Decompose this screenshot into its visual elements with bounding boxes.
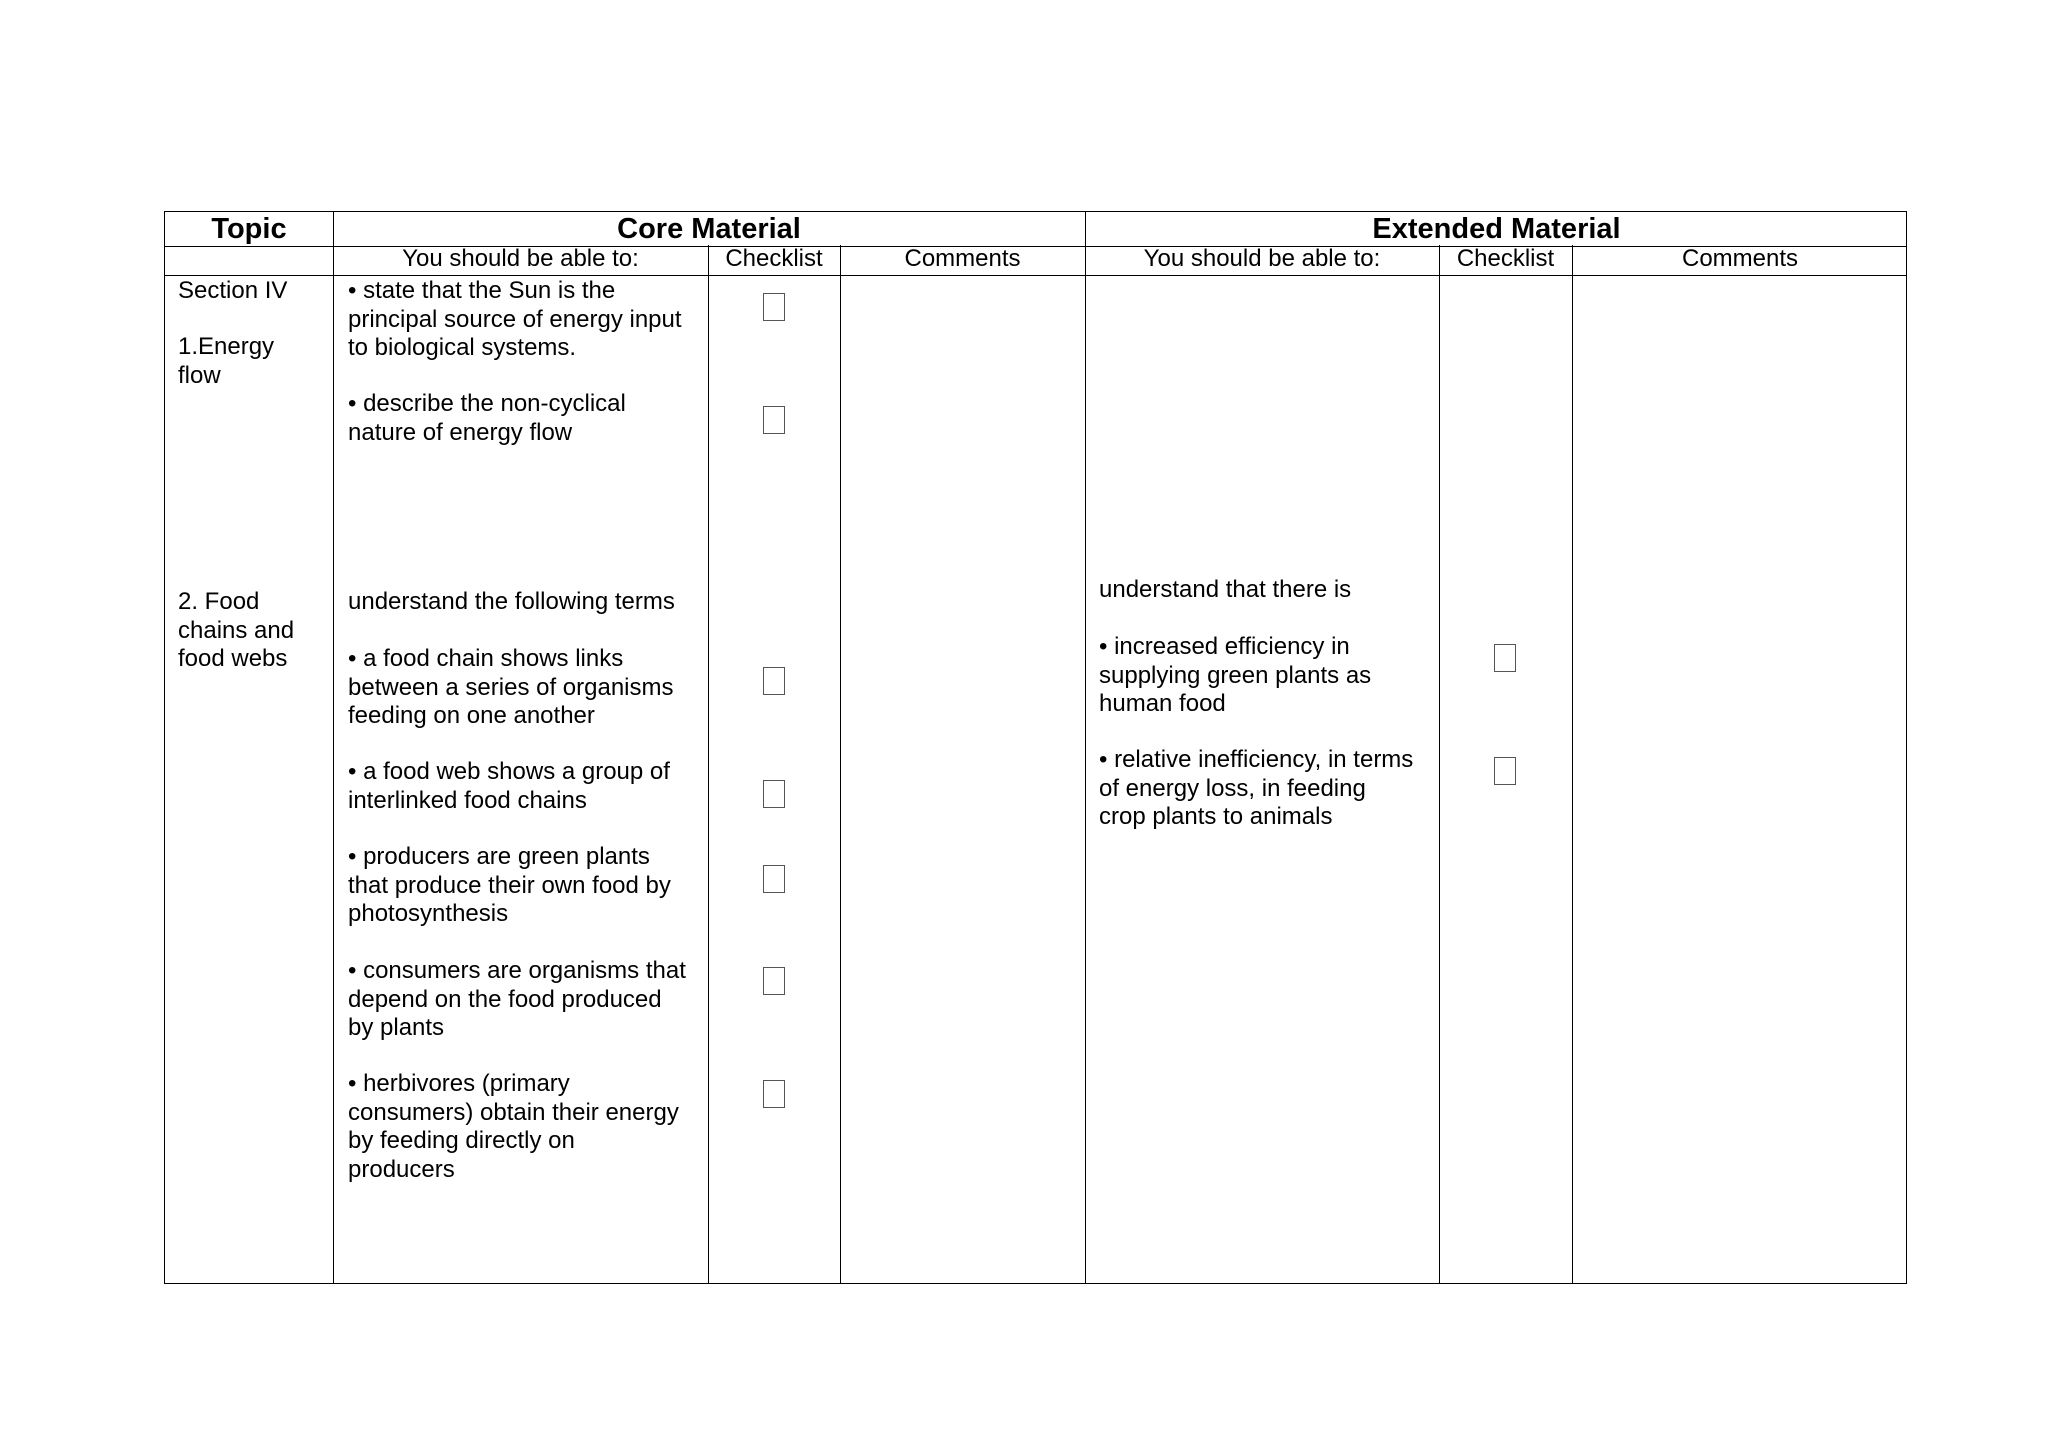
topic-section: Section IV [178, 277, 288, 304]
core-material-header: Core Material [617, 213, 801, 245]
extended-checkbox-inefficiency[interactable] [1494, 757, 1516, 785]
checklist-table [164, 211, 1907, 1284]
extended-intro: understand that there is [1099, 576, 1352, 603]
core-objective-noncyclical: • describe the non-cyclical nature of energy flow [348, 390, 626, 446]
extended-objective-efficiency: • increased efficiency in supplying green plants as human food [1099, 633, 1372, 717]
extended-comments-header: Comments [1681, 245, 1799, 272]
core-objective-food-chain: • a food chain shows links between a series of organisms feeding on one another [348, 645, 674, 729]
core-checkbox-producers[interactable] [763, 865, 785, 893]
column-divider [708, 245, 709, 1283]
core-checkbox-herbivores[interactable] [763, 1080, 785, 1108]
extended-able-header: You should be able to: [1143, 245, 1381, 272]
column-divider [1085, 212, 1086, 1283]
topic-header: Topic [211, 213, 287, 245]
core-checkbox-sun[interactable] [763, 293, 785, 321]
header-divider [165, 275, 1906, 276]
column-divider [333, 212, 334, 1283]
topic-food-chains: 2. Food chains and food webs [178, 588, 295, 672]
column-divider [840, 245, 841, 1283]
core-able-header: You should be able to: [402, 245, 639, 272]
core-checkbox-food-chain[interactable] [763, 667, 785, 695]
extended-objective-inefficiency: • relative inefficiency, in terms of energy loss, in feeding crop plants to animals [1099, 746, 1414, 830]
core-terms-intro: understand the following terms [348, 588, 675, 615]
core-objective-herbivores: • herbivores (primary consumers) obtain their energy by feeding directly on producers [348, 1070, 679, 1183]
core-checkbox-consumers[interactable] [763, 967, 785, 995]
core-checkbox-noncyclical[interactable] [763, 406, 785, 434]
column-divider [1439, 245, 1440, 1283]
extended-checkbox-efficiency[interactable] [1494, 644, 1516, 672]
topic-energy-flow: 1.Energy flow [178, 333, 275, 389]
core-objective-food-web: • a food web shows a group of interlinked food chains [348, 758, 670, 814]
core-objective-sun: • state that the Sun is the principal source of energy input to biological systems. [348, 277, 682, 361]
core-comments-header: Comments [904, 245, 1021, 272]
extended-checklist-header: Checklist [1456, 245, 1555, 272]
core-checklist-header: Checklist [725, 245, 823, 272]
core-objective-producers: • producers are green plants that produce their own food by photosynthesis [348, 843, 671, 927]
core-objective-consumers: • consumers are organisms that depend on the food produced by plants [348, 957, 686, 1041]
core-checkbox-food-web[interactable] [763, 780, 785, 808]
column-divider [1572, 245, 1573, 1283]
extended-material-header: Extended Material [1372, 213, 1621, 245]
